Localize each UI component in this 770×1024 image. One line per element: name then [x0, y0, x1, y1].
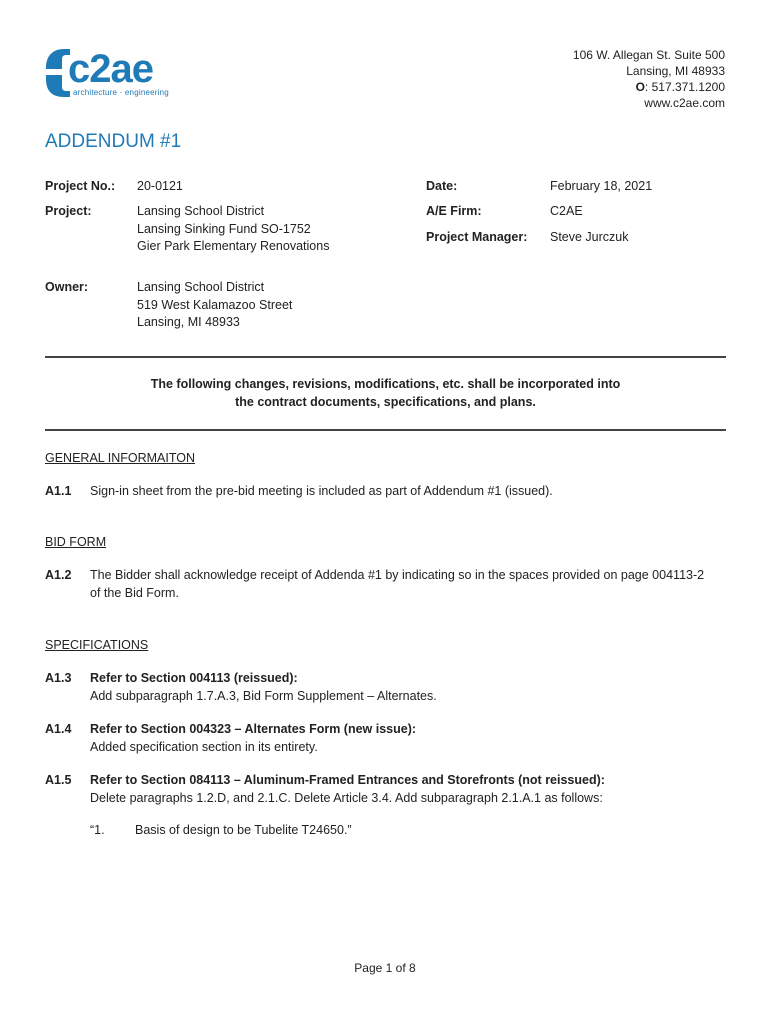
item-number: A1.4 — [45, 722, 72, 736]
owner-value — [137, 279, 292, 332]
item-number: A1.2 — [45, 568, 72, 582]
date-label: Date: — [426, 179, 458, 193]
project-no-value: 20-0121 — [137, 179, 183, 193]
phone-label: O — [635, 80, 645, 94]
project-line: Lansing Sinking Fund SO-1752 — [137, 221, 311, 236]
section-heading-general: GENERAL INFORMAITON — [45, 451, 196, 465]
phone-number: : 517.371.1200 — [644, 80, 725, 94]
item-line: Delete paragraphs 1.2.D, and 2.1.C. Delete Article 3.4. Add subparagraph 2.1.A.1 as follows: — [90, 790, 603, 805]
logo-tagline: architecture · engineering — [73, 88, 169, 97]
section-heading-specifications: SPECIFICATIONS — [45, 638, 149, 652]
item-heading: Refer to Section 084113 – Aluminum-Framed Entrances and Storefronts (not reissued): — [90, 773, 605, 787]
date-value: February 18, 2021 — [550, 179, 653, 193]
quote-number: “1. — [90, 823, 105, 837]
firm-label: A/E Firm: — [426, 204, 482, 218]
item-heading: Refer to Section 004323 – Alternates Form (new issue): — [90, 722, 417, 736]
project-manager-value: Steve Jurczuk — [550, 230, 629, 244]
item-text — [90, 772, 726, 807]
firm-value: C2AE — [550, 204, 583, 218]
item-heading: Refer to Section 004113 (reissued): — [90, 671, 298, 685]
address-website: www.c2ae.com — [644, 96, 725, 110]
project-label: Project: — [45, 204, 92, 218]
item-line: Add subparagraph 1.7.A.3, Bid Form Supplement – Alternates. — [90, 688, 437, 703]
owner-line: Lansing School District — [137, 280, 265, 294]
divider-bottom — [45, 429, 726, 431]
project-value — [137, 203, 329, 256]
item-line: The Bidder shall acknowledge receipt of Addenda #1 by indicating so in the spaces provided on page 004113-2 — [90, 568, 705, 582]
notice-line: The following changes, revisions, modifications, etc. shall be incorporated into — [150, 377, 621, 391]
address-line-1: 106 W. Allegan St. Suite 500 — [572, 48, 725, 62]
section-heading-bid-form: BID FORM — [45, 535, 107, 549]
quote-text: Basis of design to be Tubelite T24650.” — [135, 823, 352, 837]
item-text: Sign-in sheet from the pre-bid meeting is included as part of Addendum #1 (issued). — [90, 484, 553, 498]
item-line: Added specification section in its entirety. — [90, 739, 318, 754]
item-text — [90, 721, 726, 756]
item-number: A1.1 — [45, 484, 72, 498]
project-line: Lansing School District — [137, 204, 265, 218]
project-line: Gier Park Elementary Renovations — [137, 239, 330, 253]
item-text — [90, 670, 726, 705]
incorporation-notice — [45, 376, 726, 411]
logo-wordmark: c2ae — [68, 47, 153, 91]
owner-line: Lansing, MI 48933 — [137, 315, 240, 329]
divider-top — [45, 356, 726, 358]
address-line-2: Lansing, MI 48933 — [626, 64, 725, 78]
project-manager-label: Project Manager: — [426, 230, 528, 244]
page-number: Page 1 of 8 — [354, 961, 416, 975]
document-title: ADDENDUM #1 — [45, 131, 182, 152]
owner-line: 519 West Kalamazoo Street — [137, 297, 293, 312]
item-text — [90, 567, 726, 602]
company-address — [573, 47, 725, 111]
owner-label: Owner: — [45, 280, 89, 294]
item-number: A1.3 — [45, 671, 72, 685]
address-phone — [573, 79, 725, 95]
project-no-label: Project No.: — [45, 179, 116, 193]
item-number: A1.5 — [45, 773, 72, 787]
item-line: of the Bid Form. — [90, 585, 179, 600]
notice-line: the contract documents, specifications, and plans. — [235, 394, 536, 409]
